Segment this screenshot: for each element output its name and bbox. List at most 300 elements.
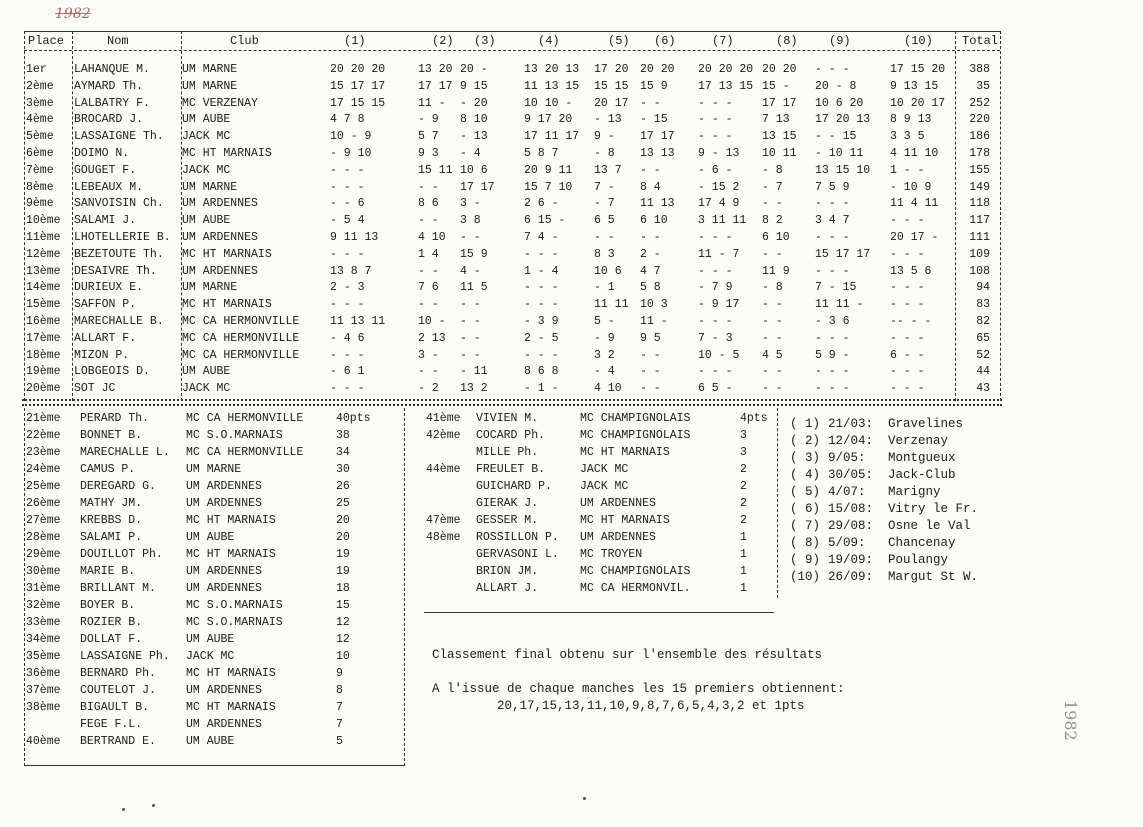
round-scores-4: - - -	[524, 247, 559, 261]
round-scores-3: - -	[460, 315, 481, 328]
round-scores-3: 4 -	[460, 264, 481, 278]
rank-place: 7ème	[26, 163, 54, 177]
round-scores-4: - 3 9	[524, 315, 559, 328]
rank-place: 18ème	[26, 348, 61, 362]
rider-name: BRION JM.	[476, 565, 539, 578]
round-scores-10: - - -	[890, 298, 925, 312]
round-scores-1: - - -	[330, 180, 365, 194]
round-scores-7: 7 - 3	[698, 331, 733, 345]
rider-points: 2	[740, 480, 747, 493]
header-round-2: (2)	[432, 34, 454, 48]
round-scores-1: - - -	[330, 348, 365, 362]
round-scores-10: 13 5 6	[890, 264, 932, 278]
round-scores-8: 15 -	[762, 79, 790, 93]
rider-total: 83	[976, 298, 990, 312]
venue-city: Chancenay	[888, 536, 956, 550]
round-scores-3: 9 15	[460, 79, 488, 93]
round-scores-7: - 6 -	[698, 163, 733, 177]
table-row	[0, 281, 1010, 298]
venue-city: Margut St W.	[888, 570, 979, 584]
rider-name: LHOTELLERIE B.	[74, 231, 171, 244]
round-scores-8: 7 13	[762, 113, 790, 127]
rank-place: 35ème	[26, 650, 61, 663]
rider-name: DESAIVRE Th.	[74, 264, 157, 278]
rank-place: 8ème	[26, 180, 54, 194]
year-annotation-side: 1982	[1061, 700, 1080, 741]
rider-club: UM AUBE	[186, 531, 235, 544]
rank-place: 38ème	[26, 701, 61, 714]
round-scores-2: - -	[418, 298, 439, 312]
rank-place: 27ème	[26, 514, 61, 527]
round-scores-10: 4 11 10	[890, 147, 939, 160]
rider-points: 1	[740, 531, 747, 544]
round-scores-6: - -	[640, 382, 661, 396]
venue-date: 26/09:	[828, 570, 874, 584]
rider-points: 2	[740, 463, 747, 476]
rider-total: 82	[976, 315, 990, 328]
rider-total: 35	[976, 79, 990, 93]
round-scores-1: 17 15 15	[330, 96, 386, 110]
rider-name: DOUILLOT Ph.	[80, 548, 163, 561]
round-scores-6: 5 8	[640, 281, 661, 295]
rule-lower-left	[24, 408, 25, 766]
rider-club: JACK MC	[182, 382, 231, 396]
round-scores-10: 3 3 5	[890, 130, 925, 144]
round-scores-7: - - -	[698, 130, 733, 144]
paper-speck	[122, 808, 125, 811]
round-scores-5: - 1	[594, 281, 615, 295]
rank-place: 34ème	[26, 633, 61, 646]
rider-total: 186	[969, 130, 990, 144]
round-scores-9: 15 17 17	[815, 247, 871, 261]
round-scores-5: 10 6	[594, 264, 622, 278]
round-scores-7: 9 - 13	[698, 147, 740, 160]
rider-name: FREULET B.	[476, 463, 546, 476]
venue-date: 29/08:	[828, 519, 874, 533]
table-row	[0, 197, 1010, 214]
rider-name: MILLE Ph.	[476, 446, 539, 459]
rider-name: MARECHALLE B.	[74, 315, 164, 328]
round-scores-9: 13 15 10	[815, 163, 871, 177]
round-scores-6: 13 13	[640, 147, 675, 160]
round-scores-8: 20 20	[762, 63, 797, 76]
venue-number: ( 1)	[790, 417, 821, 431]
rider-total: 118	[969, 197, 990, 211]
note-points-rule: A l'issue de chaque manches les 15 premiers obtiennent:	[432, 682, 845, 696]
table-row	[0, 181, 1010, 198]
rider-points: 12	[336, 633, 350, 646]
rider-club: UM MARNE	[182, 79, 238, 93]
rider-name: LOBGEOIS D.	[74, 365, 150, 379]
round-scores-1: - - -	[330, 382, 365, 396]
round-scores-2: - -	[418, 180, 439, 194]
venue-number: ( 2)	[790, 434, 821, 448]
rider-name: GOUGET F.	[74, 163, 137, 177]
rider-total: 65	[976, 331, 990, 345]
rider-name: BERNARD Ph.	[80, 667, 156, 680]
rider-name: DOIMO N.	[74, 147, 130, 160]
rank-place: 6ème	[26, 147, 54, 160]
rider-name: SANVOISIN Ch.	[74, 197, 164, 211]
round-scores-5: 6 5	[594, 214, 615, 228]
rider-total: 388	[969, 63, 990, 76]
rule-place	[72, 31, 73, 401]
round-scores-2: 3 -	[418, 348, 439, 362]
rule-name	[181, 31, 182, 401]
round-scores-6: - -	[640, 365, 661, 379]
round-scores-5: 5 -	[594, 315, 615, 328]
round-scores-2: 1 4	[418, 247, 439, 261]
rider-total: 44	[976, 365, 990, 379]
venue-number: ( 3)	[790, 451, 821, 465]
round-scores-5: - -	[594, 231, 615, 244]
rider-club: MC CHAMPIGNOLAIS	[580, 565, 691, 578]
rider-name: COCARD Ph.	[476, 429, 546, 442]
round-scores-6: 2 -	[640, 247, 661, 261]
lower-left-bottom-rule	[24, 765, 404, 766]
venue-number: ( 8)	[790, 536, 821, 550]
round-scores-1: 11 13 11	[330, 315, 386, 328]
rider-club: MC S.O.MARNAIS	[186, 429, 283, 442]
rider-name: FEGE F.L.	[80, 718, 143, 731]
round-scores-9: 17 20 13	[815, 113, 871, 127]
round-scores-3: - 11	[460, 365, 488, 379]
round-scores-8: - -	[762, 365, 783, 379]
rider-points: 7	[336, 701, 343, 714]
dotted-separator-2	[22, 404, 1002, 406]
rank-place: 2ème	[26, 79, 54, 93]
round-scores-4: - - -	[524, 348, 559, 362]
header-round-5: (5)	[608, 34, 630, 48]
round-scores-9: - - -	[815, 331, 850, 345]
table-row	[0, 315, 1010, 332]
round-scores-1: 9 11 13	[330, 231, 379, 244]
round-scores-2: 9 3	[418, 147, 439, 160]
table-row	[0, 97, 1010, 114]
round-scores-9: - - -	[815, 365, 850, 379]
round-scores-9: - - 15	[815, 130, 857, 144]
rider-points: 26	[336, 480, 350, 493]
rank-place: 15ème	[26, 298, 61, 312]
rider-points: 7	[336, 718, 343, 731]
rider-name: BEZETOUTE Th.	[74, 247, 164, 261]
rider-name: VIVIEN M.	[476, 412, 539, 425]
rider-name: MIZON P.	[74, 348, 130, 362]
round-scores-5: 9 -	[594, 130, 615, 144]
table-row	[0, 248, 1010, 265]
round-scores-4: 15 7 10	[524, 180, 573, 194]
round-scores-3: - -	[460, 231, 481, 244]
round-scores-5: 7 -	[594, 180, 615, 194]
rider-club: UM ARDENNES	[186, 497, 262, 510]
rider-name: BROCARD J.	[74, 113, 144, 127]
rider-club: MC CA HERMONVILLE	[186, 446, 304, 459]
rank-place: 10ème	[26, 214, 61, 228]
rank-place: 31ème	[26, 582, 61, 595]
rule-right	[1000, 31, 1001, 401]
rider-club: MC HT MARNAIS	[580, 446, 670, 459]
round-scores-6: 10 3	[640, 298, 668, 312]
rider-club: UM AUBE	[186, 735, 235, 748]
rider-club: UM AUBE	[186, 633, 235, 646]
rider-club: UM ARDENNES	[182, 197, 258, 211]
rider-name: BRILLANT M.	[80, 582, 156, 595]
rider-points: 20	[336, 514, 350, 527]
rider-name: MARECHALLE L.	[80, 446, 170, 459]
rider-points: 1	[740, 548, 747, 561]
rider-points: 3	[740, 446, 747, 459]
table-row	[0, 113, 1010, 130]
round-scores-9: 5 9 -	[815, 348, 850, 362]
rider-total: 111	[969, 231, 990, 244]
round-scores-7: 17 13 15	[698, 79, 754, 93]
rank-place: 37ème	[26, 684, 61, 697]
rider-name: MATHY JM.	[80, 497, 143, 510]
rank-place: 14ème	[26, 281, 61, 295]
round-scores-7: - - -	[698, 96, 733, 110]
round-scores-9: 11 11 -	[815, 298, 864, 312]
table-row	[0, 147, 1010, 164]
round-scores-1: 10 - 9	[330, 130, 372, 144]
round-scores-10: - 10 9	[890, 180, 932, 194]
rank-place: 47ème	[426, 514, 461, 527]
round-scores-1: - 9 10	[330, 147, 372, 160]
rank-place: 13ème	[26, 264, 61, 278]
rider-total: 252	[969, 96, 990, 110]
round-scores-2: - 2	[418, 382, 439, 396]
round-scores-2: - -	[418, 214, 439, 228]
round-scores-2: - 9	[418, 113, 439, 127]
rank-place: 44ème	[426, 463, 461, 476]
table-row	[0, 164, 1010, 181]
round-scores-10: 1 - -	[890, 163, 925, 177]
round-scores-1: 4 7 8	[330, 113, 365, 127]
table-row	[0, 298, 1010, 315]
header-round-4: (4)	[538, 34, 560, 48]
round-scores-6: - -	[640, 231, 661, 244]
year-annotation-top: 1982	[55, 6, 91, 22]
rider-club: MC HT MARNAIS	[182, 298, 272, 312]
round-scores-10: - - -	[890, 382, 925, 396]
round-scores-3: - 4	[460, 147, 481, 160]
round-scores-7: - 9 17	[698, 298, 740, 312]
round-scores-4: 2 6 -	[524, 197, 559, 211]
rank-place: 4ème	[26, 113, 54, 127]
round-scores-8: - -	[762, 315, 783, 328]
round-scores-2: 8 6	[418, 197, 439, 211]
rider-name: LAHANQUE M.	[74, 63, 150, 76]
round-scores-4: - - -	[524, 298, 559, 312]
rider-name: LASSAIGNE Th.	[74, 130, 164, 144]
rider-club: UM ARDENNES	[182, 231, 258, 244]
rider-points: 18	[336, 582, 350, 595]
round-scores-10: - - -	[890, 331, 925, 345]
round-scores-10: 6 - -	[890, 348, 925, 362]
round-scores-10: 8 9 13	[890, 113, 932, 127]
round-scores-1: 15 17 17	[330, 79, 386, 93]
rider-club: MC HT MARNAIS	[580, 514, 670, 527]
round-scores-6: - -	[640, 348, 661, 362]
round-scores-4: 20 9 11	[524, 163, 573, 177]
venue-date: 19/09:	[828, 553, 874, 567]
rider-total: 43	[976, 382, 990, 396]
table-row	[0, 63, 1010, 80]
round-scores-8: - 7	[762, 180, 783, 194]
rank-place: 19ème	[26, 365, 61, 379]
rider-points: 4pts	[740, 412, 768, 425]
rider-points: 5	[336, 735, 343, 748]
table-row	[0, 231, 1010, 248]
round-scores-9: - - -	[815, 231, 850, 244]
rider-club: UM AUBE	[182, 365, 231, 379]
round-scores-5: 13 7	[594, 163, 622, 177]
paper-speck	[152, 804, 155, 807]
round-scores-6: 9 5	[640, 331, 661, 345]
round-scores-8: 6 10	[762, 231, 790, 244]
round-scores-7: 17 4 9	[698, 197, 740, 211]
rider-club: MC CHAMPIGNOLAIS	[580, 412, 691, 425]
rider-club: MC CA HERMONVIL.	[580, 582, 691, 595]
round-scores-6: 11 -	[640, 315, 668, 328]
round-scores-5: - 13	[594, 113, 622, 127]
round-scores-8: - -	[762, 331, 783, 345]
rank-place: 21ème	[26, 412, 61, 425]
round-scores-5: 3 2	[594, 348, 615, 362]
round-scores-2: - -	[418, 365, 439, 379]
round-scores-3: 20 -	[460, 63, 488, 76]
venue-number: (10)	[790, 570, 821, 584]
rider-points: 2	[740, 497, 747, 510]
round-scores-9: - - -	[815, 63, 850, 76]
rider-total: 94	[976, 281, 990, 295]
rider-club: MC CA HERMONVILLE	[186, 412, 304, 425]
rank-place: 48ème	[426, 531, 461, 544]
round-scores-4: 6 15 -	[524, 214, 566, 228]
round-scores-7: - - -	[698, 365, 733, 379]
rider-points: 15	[336, 599, 350, 612]
header-bottom-rule	[24, 50, 1000, 51]
rider-name: DURIEUX E.	[74, 281, 144, 295]
header-total: Total	[962, 34, 999, 48]
rider-name: DOLLAT F.	[80, 633, 143, 646]
rider-club: JACK MC	[182, 130, 231, 144]
table-row	[0, 382, 1010, 399]
venue-city: Montgueux	[888, 451, 956, 465]
rider-total: 52	[976, 348, 990, 362]
round-scores-4: 5 8 7	[524, 147, 559, 160]
rider-points: 38	[336, 429, 350, 442]
round-scores-8: 10 11	[762, 147, 797, 160]
round-scores-7: - - -	[698, 113, 733, 127]
rider-club: MC CA HERMONVILLE	[182, 331, 300, 345]
round-scores-5: 20 17	[594, 96, 629, 110]
round-scores-2: 11 -	[418, 96, 446, 110]
venue-number: ( 6)	[790, 502, 821, 516]
rider-points: 19	[336, 565, 350, 578]
rank-place: 11ème	[26, 231, 61, 244]
rider-name: AYMARD Th.	[74, 79, 144, 93]
round-scores-7: 11 - 7	[698, 247, 740, 261]
venue-city: Osne le Val	[888, 519, 971, 533]
round-scores-1: - 5 4	[330, 214, 365, 228]
round-scores-4: 11 13 15	[524, 79, 580, 93]
table-row	[0, 265, 1010, 282]
round-scores-1: - - -	[330, 247, 365, 261]
rider-name: SALAMI P.	[80, 531, 143, 544]
rank-place: 1er	[26, 63, 47, 76]
rider-club: UM ARDENNES	[580, 531, 656, 544]
rank-place: 9ème	[26, 197, 54, 211]
venue-city: Gravelines	[888, 417, 964, 431]
rider-name: LASSAIGNE Ph.	[80, 650, 170, 663]
rider-name: GESSER M.	[476, 514, 539, 527]
round-scores-6: 17 17	[640, 130, 675, 144]
round-scores-2: 2 13	[418, 331, 446, 345]
rule-left	[24, 31, 25, 401]
round-scores-4: 10 10 -	[524, 96, 573, 110]
rank-place: 41ème	[426, 412, 461, 425]
round-scores-8: - 8	[762, 281, 783, 295]
venue-city: Vitry le Fr.	[888, 502, 979, 516]
rider-points: 1	[740, 565, 747, 578]
header-round-6: (6)	[654, 34, 676, 48]
rider-name: SOT JC	[74, 382, 116, 396]
rider-total: 109	[969, 247, 990, 261]
round-scores-8: - 8	[762, 163, 783, 177]
rider-club: MC HT MARNAIS	[186, 514, 276, 527]
rider-club: MC HT MARNAIS	[182, 147, 272, 160]
round-scores-8: 8 2	[762, 214, 783, 228]
rider-points: 1	[740, 582, 747, 595]
rider-name: DEREGARD G.	[80, 480, 156, 493]
round-scores-5: 8 3	[594, 247, 615, 261]
round-scores-5: - 8	[594, 147, 615, 160]
round-scores-3: 11 5	[460, 281, 488, 295]
rider-club: UM ARDENNES	[186, 480, 262, 493]
header-round-1: (1)	[344, 34, 366, 48]
round-scores-4: 1 - 4	[524, 264, 559, 278]
venue-date: 15/08:	[828, 502, 874, 516]
header-club: Club	[230, 34, 259, 48]
round-scores-10: 20 17 -	[890, 231, 939, 244]
round-scores-9: 20 - 8	[815, 79, 857, 93]
round-scores-9: - 10 11	[815, 147, 864, 160]
rider-name: LEBEAUX M.	[74, 180, 144, 194]
round-scores-9: - - -	[815, 197, 850, 211]
note-points-scale: 20,17,15,13,11,10,9,8,7,6,5,4,3,2 et 1pts	[497, 699, 805, 713]
round-scores-10: - - -	[890, 214, 925, 228]
round-scores-10: - - -	[890, 281, 925, 295]
round-scores-6: 6 10	[640, 214, 668, 228]
round-scores-6: - 15	[640, 113, 668, 127]
rider-name: LALBATRY F.	[74, 96, 150, 110]
rider-points: 20	[336, 531, 350, 544]
rider-club: MC S.O.MARNAIS	[186, 616, 283, 629]
round-scores-9: - - -	[815, 382, 850, 396]
round-scores-1: - 4 6	[330, 331, 365, 345]
table-row	[0, 332, 1010, 349]
round-scores-1: 20 20 20	[330, 63, 386, 76]
rank-place: 16ème	[26, 315, 61, 328]
rider-club: UM ARDENNES	[182, 264, 258, 278]
round-scores-3: - 13	[460, 130, 488, 144]
round-scores-4: 17 11 17	[524, 130, 580, 144]
round-scores-7: - 7 9	[698, 281, 733, 295]
rider-name: ROSSILLON P.	[476, 531, 559, 544]
venue-date: 9/05:	[828, 451, 866, 465]
rider-club: MC HT MARNAIS	[186, 701, 276, 714]
rule-lower-mid	[404, 408, 405, 766]
